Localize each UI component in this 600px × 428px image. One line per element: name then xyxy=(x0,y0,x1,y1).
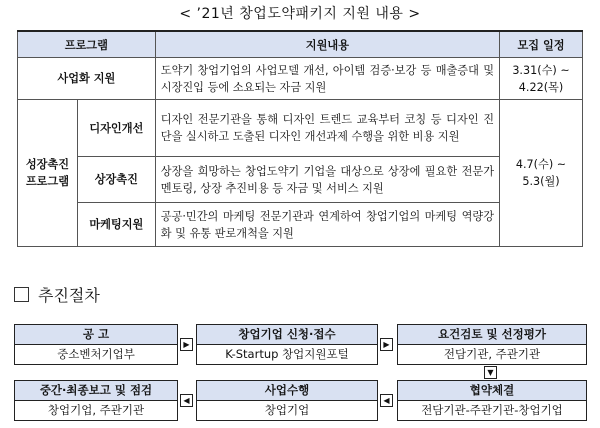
table-row xyxy=(18,203,583,247)
subprogram-content: 상장을 희망하는 창업도약기 기업을 대상으로 상장에 필요한 전문가 멘토링, 상장 추진비용 등 자금 및 서비스 지원 xyxy=(155,157,499,203)
arrow-right-icon: ▶ xyxy=(180,338,193,351)
section-heading xyxy=(14,283,100,306)
step-title: 요건검토 및 선정평가 xyxy=(398,325,586,345)
step-title: 사업수행 xyxy=(197,381,377,401)
table-row xyxy=(18,58,583,100)
arrow-down-icon: ▼ xyxy=(484,366,497,379)
arrow-left-icon: ◀ xyxy=(380,394,393,407)
header-content: 지원내용 xyxy=(155,31,499,58)
checkbox-square-icon xyxy=(14,287,29,302)
section-title: 추진절차 xyxy=(38,286,100,305)
step-reporting xyxy=(14,380,178,421)
step-evaluation xyxy=(397,324,587,365)
step-application xyxy=(196,324,378,365)
schedule-end: 4.22(목) xyxy=(518,80,564,94)
table-row xyxy=(18,157,583,203)
subprogram-content: 공공·민간의 마케팅 전문기관과 연계하여 창업기업의 마케팅 역량강화 및 유통 판로개척을 지원 xyxy=(155,203,499,247)
group-label-line2: 프로그램 xyxy=(25,175,70,188)
step-title: 창업기업 신청·접수 xyxy=(197,325,377,345)
schedule-end: 5.3(월) xyxy=(522,175,560,188)
step-body: 전담기관-주관기관-창업기업 xyxy=(421,403,563,417)
subprogram-name: 디자인개선 xyxy=(77,100,155,157)
arrow-right-icon: ▶ xyxy=(380,338,393,351)
step-title: 중간·최종보고 및 점검 xyxy=(15,381,177,401)
step-agreement xyxy=(397,380,587,421)
program-name: 사업화 지원 xyxy=(18,58,156,100)
group-label-line1: 성장촉진 xyxy=(25,158,70,171)
table-header-row xyxy=(18,31,583,58)
step-announcement xyxy=(14,324,178,365)
table-row xyxy=(18,100,583,157)
program-table xyxy=(17,30,583,247)
step-title: 공 고 xyxy=(15,325,177,345)
subprogram-name: 상장촉진 xyxy=(77,157,155,203)
group-schedule xyxy=(500,100,583,247)
step-body: 창업기업, 주관기관 xyxy=(47,403,145,417)
header-program: 프로그램 xyxy=(18,31,156,58)
page-title: < ’21년 창업도약패키지 지원 내용 > xyxy=(179,6,421,22)
step-execution xyxy=(196,380,378,421)
schedule-start: 4.7(수) ~ xyxy=(515,158,567,171)
schedule-start: 3.31(수) ~ xyxy=(512,63,570,77)
program-schedule xyxy=(500,58,583,100)
program-content: 도약기 창업기업의 사업모델 개선, 아이템 검증·보강 등 매출증대 및 시장진입 등에 소요되는 자금 지원 xyxy=(155,58,499,100)
arrow-left-icon: ◀ xyxy=(180,394,193,407)
subprogram-name: 마케팅지원 xyxy=(77,203,155,247)
step-body: 중소벤처기업부 xyxy=(57,347,135,361)
step-title: 협약체결 xyxy=(398,381,586,401)
group-label xyxy=(18,100,78,247)
subprogram-content: 디자인 전문기관을 통해 디자인 트렌드 교육부터 코칭 등 디자인 진단을 실시하고 도출된 디자인 개선과제 수행을 위한 비용 지원 xyxy=(155,100,499,157)
step-body: K-Startup 창업지원포털 xyxy=(225,347,349,361)
step-body: 전담기관, 주관기관 xyxy=(443,347,541,361)
header-schedule: 모집 일정 xyxy=(500,31,583,58)
step-body: 창업기업 xyxy=(264,403,310,417)
